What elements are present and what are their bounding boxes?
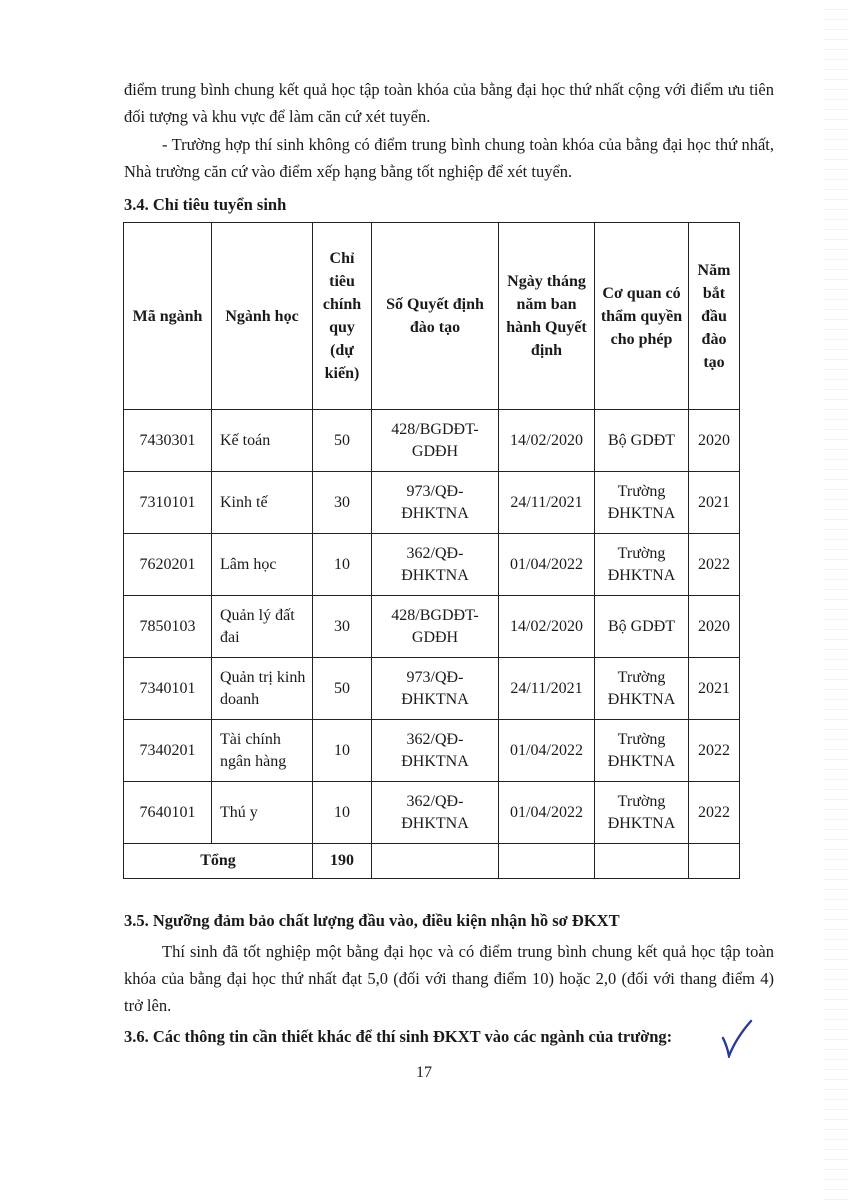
table-total-row — [124, 844, 740, 879]
cell-major-name: Thú y — [212, 782, 313, 844]
section-3-6-heading: 3.6. Các thông tin cần thiết khác để thí sinh ĐKXT vào các ngành của trường: — [124, 1027, 673, 1046]
total-value: 190 — [313, 844, 372, 879]
page-number: 17 — [416, 1064, 432, 1081]
cell-authority: Trường ĐHKTNA — [595, 472, 689, 534]
cell-start-year: 2020 — [689, 596, 740, 658]
cell-start-year: 2022 — [689, 782, 740, 844]
cell-major-name: Tài chính ngân hàng — [212, 720, 313, 782]
intro-paragraph-2: - Trường hợp thí sinh không có điểm trung bình chung toàn khóa của bằng đại học thứ nhất, Nhà trường căn cứ vào điểm xếp hạng bằng tốt nghiệp để xét tuyển. — [124, 135, 774, 181]
cell-start-year: 2020 — [689, 410, 740, 472]
header-quota: Chỉ tiêu chính quy (dự kiến) — [313, 223, 372, 410]
cell-start-year: 2021 — [689, 472, 740, 534]
cell-major-code: 7340101 — [124, 658, 212, 720]
cell-major-name: Quản lý đất đai — [212, 596, 313, 658]
table-row — [124, 596, 740, 658]
intro-paragraph-1: điểm trung bình chung kết quả học tập toàn khóa của bằng đại học thứ nhất cộng với điểm ưu tiên đối tượng và khu vực để làm căn cứ xét tuyển. — [124, 80, 774, 126]
table-row — [124, 410, 740, 472]
cell-major-code: 7340201 — [124, 720, 212, 782]
table-cell — [595, 844, 689, 879]
cell-decision-date: 24/11/2021 — [499, 472, 595, 534]
cell-authority: Bộ GDĐT — [595, 596, 689, 658]
cell-decision-number: 428/BGDĐT-GDĐH — [372, 410, 499, 472]
cell-decision-date: 01/04/2022 — [499, 720, 595, 782]
cell-major-code: 7430301 — [124, 410, 212, 472]
table-row — [124, 782, 740, 844]
cell-quota: 10 — [313, 720, 372, 782]
cell-decision-date: 24/11/2021 — [499, 658, 595, 720]
cell-start-year: 2022 — [689, 534, 740, 596]
handwritten-checkmark-icon — [720, 1018, 754, 1058]
cell-authority: Trường ĐHKTNA — [595, 534, 689, 596]
cell-decision-date: 14/02/2020 — [499, 410, 595, 472]
table-row — [124, 658, 740, 720]
cell-major-code: 7620201 — [124, 534, 212, 596]
cell-major-name: Lâm học — [212, 534, 313, 596]
cell-start-year: 2022 — [689, 720, 740, 782]
cell-decision-number: 428/BGDĐT-GDĐH — [372, 596, 499, 658]
section-3-5-heading: 3.5. Ngưỡng đảm bảo chất lượng đầu vào, điều kiện nhận hồ sơ ĐKXT — [124, 911, 620, 930]
cell-decision-date: 14/02/2020 — [499, 596, 595, 658]
cell-authority: Bộ GDĐT — [595, 410, 689, 472]
cell-major-name: Kế toán — [212, 410, 313, 472]
cell-decision-number: 362/QĐ-ĐHKTNA — [372, 534, 499, 596]
cell-decision-date: 01/04/2022 — [499, 782, 595, 844]
header-major-code: Mã ngành — [124, 223, 212, 410]
cell-major-name: Kinh tế — [212, 472, 313, 534]
cell-quota: 10 — [313, 782, 372, 844]
cell-authority: Trường ĐHKTNA — [595, 658, 689, 720]
cell-major-code: 7640101 — [124, 782, 212, 844]
header-decision-date: Ngày tháng năm ban hành Quyết định — [499, 223, 595, 410]
cell-start-year: 2021 — [689, 658, 740, 720]
total-label: Tổng — [124, 844, 313, 879]
cell-major-code: 7850103 — [124, 596, 212, 658]
table-cell — [372, 844, 499, 879]
table-cell — [689, 844, 740, 879]
header-major-name: Ngành học — [212, 223, 313, 410]
table-header-row — [124, 223, 740, 410]
table-row — [124, 720, 740, 782]
admission-quota-table — [123, 222, 740, 879]
cell-quota: 10 — [313, 534, 372, 596]
cell-authority: Trường ĐHKTNA — [595, 782, 689, 844]
table-row — [124, 472, 740, 534]
cell-quota: 50 — [313, 410, 372, 472]
scan-edge-texture — [824, 0, 848, 1200]
header-start-year: Năm bắt đầu đào tạo — [689, 223, 740, 410]
cell-decision-number: 362/QĐ-ĐHKTNA — [372, 782, 499, 844]
cell-major-code: 7310101 — [124, 472, 212, 534]
table-row — [124, 534, 740, 596]
table-cell — [499, 844, 595, 879]
header-decision-number: Số Quyết định đào tạo — [372, 223, 499, 410]
header-authority: Cơ quan có thẩm quyền cho phép — [595, 223, 689, 410]
cell-authority: Trường ĐHKTNA — [595, 720, 689, 782]
cell-quota: 50 — [313, 658, 372, 720]
cell-major-name: Quản trị kinh doanh — [212, 658, 313, 720]
cell-decision-number: 973/QĐ-ĐHKTNA — [372, 658, 499, 720]
cell-quota: 30 — [313, 596, 372, 658]
section-3-4-heading: 3.4. Chỉ tiêu tuyển sinh — [124, 195, 287, 214]
cell-decision-number: 362/QĐ-ĐHKTNA — [372, 720, 499, 782]
cell-decision-date: 01/04/2022 — [499, 534, 595, 596]
section-3-5-body: Thí sinh đã tốt nghiệp một bằng đại học và có điểm trung bình chung kết quả học tập toàn khóa của bằng đại học thứ nhất đạt 5,0 (đối với thang điểm 10) hoặc 2,0 (đối với thang điểm 4) trở lên. — [124, 942, 774, 1015]
cell-decision-number: 973/QĐ-ĐHKTNA — [372, 472, 499, 534]
cell-quota: 30 — [313, 472, 372, 534]
